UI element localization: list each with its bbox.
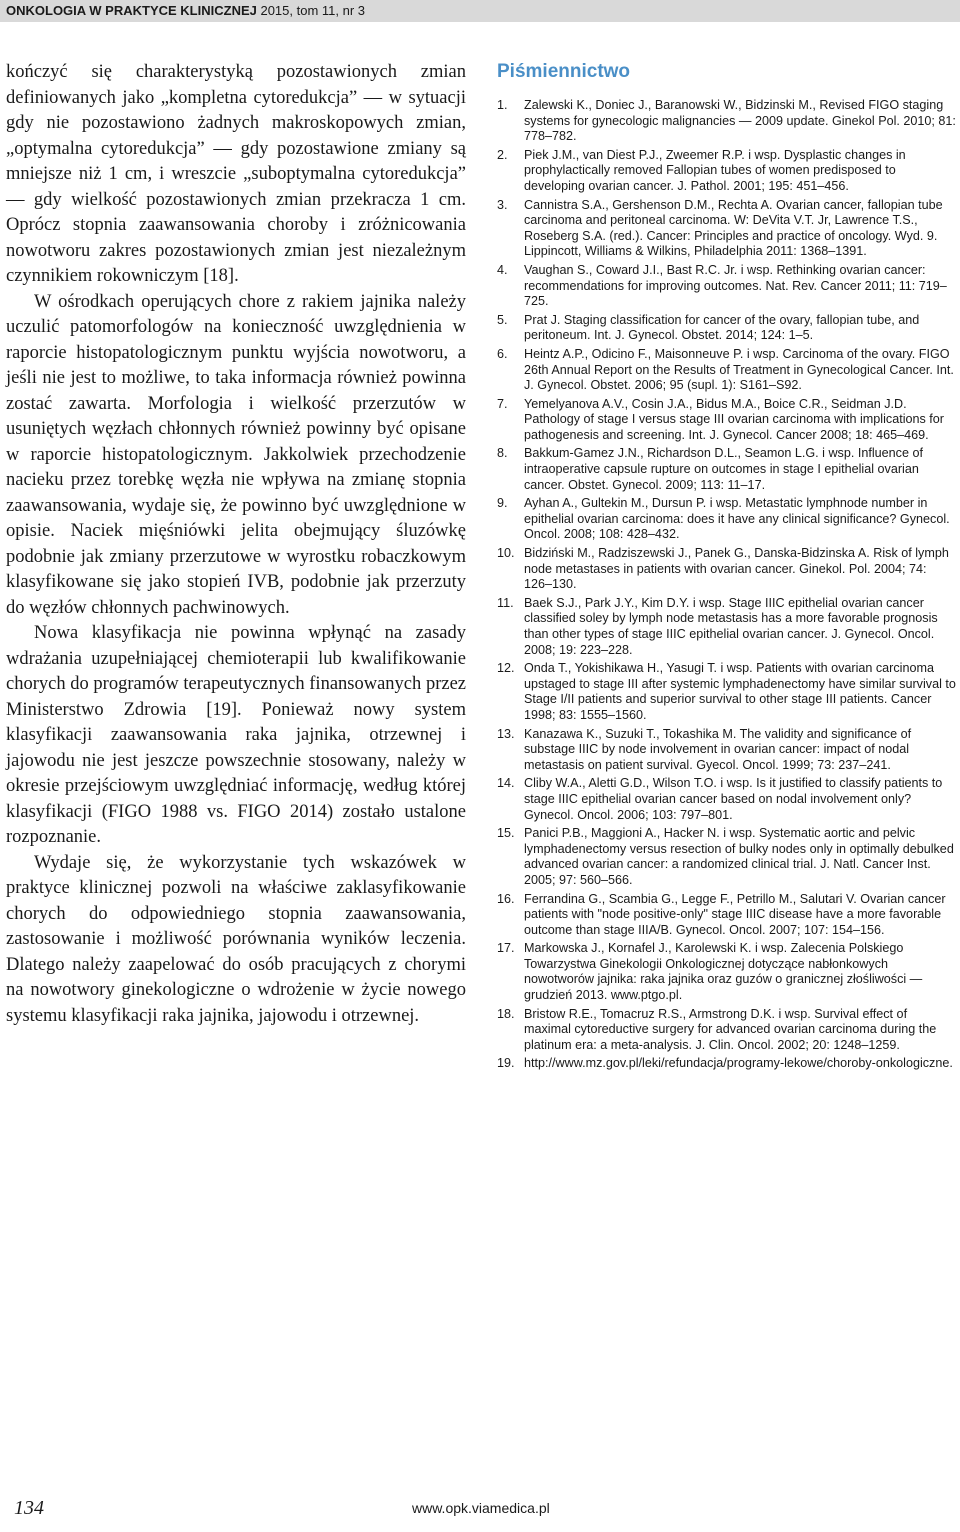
- reference-number: 1.: [497, 98, 508, 112]
- reference-item: [497, 826, 957, 888]
- references-heading: Piśmiennictwo: [497, 61, 631, 82]
- reference-number: 6.: [497, 346, 508, 361]
- reference-item: [497, 263, 957, 310]
- running-header: [0, 0, 960, 22]
- body-paragraph: Nowa klasyfikacja nie powinna wpłynąć na zasady wdrażania uzupełniającej chemioterapii lub kwalifikowanie chorych do programów terapeutycznych finansowanych przez Ministerstwo Zdrowia [19]. Ponieważ nowy system klasyfikacji zaawansowania raka jajnika, otrzewnej i jajowodu nie jest jeszcze powszechnie stosowany, należy w okresie przejściowym uwzględniać informację, według której klasyfikacji (FIGO 1988 vs. FIGO 2014) zostało ustalone rozpoznanie.: [6, 623, 466, 847]
- reference-item: [497, 1007, 957, 1054]
- header-text: [6, 3, 365, 18]
- reference-text: Cannistra S.A., Gershenson D.M., Rechta A. Ovarian cancer, fallopian tube carcinoma and peritoneal carcinoma. W: DeVita V.T. Jr, Lawrence T.S., Roseberg S.A. (red.). Cancer: Principles and practice of oncology. Wyd. 9. Lippincott, Williams & Wilkins, Philadelphia 2011: 1368–1391.: [524, 197, 943, 259]
- reference-item: [497, 446, 957, 493]
- reference-item: [497, 1056, 957, 1072]
- page-number: 134: [14, 1497, 44, 1519]
- references-list: [497, 98, 957, 1072]
- reference-number: 19.: [497, 1056, 515, 1071]
- reference-text: http://www.mz.gov.pl/leki/refundacja/programy-lekowe/choroby-onkologiczne.: [524, 1056, 953, 1071]
- reference-number: 7.: [497, 396, 508, 411]
- reference-item: [497, 397, 957, 444]
- reference-text: Piek J.M., van Diest P.J., Zweemer R.P. i wsp. Dysplastic changes in prophylactically removed Fallopian tubes of women predisposed to developing ovarian cancer. J. Pathol. 2001; 195: 451–456.: [524, 147, 906, 193]
- reference-item: [497, 98, 957, 145]
- journal-name: ONKOLOGIA W PRAKTYCE KLINICZNEJ: [6, 3, 257, 18]
- reference-number: 14.: [497, 776, 515, 791]
- reference-item: [497, 776, 957, 823]
- journal-url[interactable]: www.opk.viamedica.pl: [412, 1500, 550, 1516]
- reference-item: [497, 496, 957, 543]
- reference-text: Markowska J., Kornafel J., Karolewski K. i wsp. Zalecenia Polskiego Towarzystwa Ginekologii Onkologicznej dotyczące nabłonkowych nowotworów jajnika: raka jajnika oraz guzów o granicznej złośliwości — grudzień 2013. www.ptgo.pl.: [524, 941, 923, 1003]
- reference-number: 8.: [497, 446, 508, 461]
- references-column: [497, 60, 957, 1075]
- reference-item: [497, 198, 957, 260]
- reference-item: [497, 892, 957, 939]
- body-paragraph: W ośrodkach operujących chore z rakiem jajnika należy uczulić patomorfologów na konieczność uwzględnienia w raporcie histopatologicznym punktu wyjścia nowotworu, a jeśli nie jest to możliwe, to taka informacja również powinna zostać zawarta. Morfologia i wielkość przerzutów w usuniętych węzłach chłonnych również powinny być opisane w raporcie histopatologicznym. Jakkolwiek przechodzenie nacieku przez torebkę węzła nie wpływa na zmianę stopnia zaawansowania, wydaje się, że powinno być uwzględnione w opisie. Naciek mięśniówki jelita obejmujący śluzówkę podobnie jak zmiany przerzutowe w wyrostku robaczkowym klasyfikowane się jako stopień IVB, podobnie jak przerzuty do węzłów chłonnych pachwinowych.: [6, 291, 466, 618]
- reference-text: Bristow R.E., Tomacruz R.S., Armstrong D.K. i wsp. Survival effect of maximal cytoreductive surgery for advanced ovarian carcinoma during the platinum era: a meta-analysis. J. Clin. Oncol. 2002; 20: 1248–1259.: [524, 1006, 937, 1052]
- reference-text: Onda T., Yokishikawa H., Yasugi T. i wsp. Patients with ovarian carcinoma upstaged to stage III after systemic lymphadenectomy have similar survival to Stage I/II patients and superior survival to other stage III patients. Cancer 1998; 83: 1555–1560.: [524, 661, 956, 722]
- reference-text: Bidziński M., Radziszewski J., Panek G., Danska-Bidzinska A. Risk of lymph node metastases in patients with ovarian cancer. Ginekol. Pol. 2004; 74: 126–130.: [524, 546, 949, 592]
- body-text-column: [6, 60, 466, 1029]
- reference-number: 18.: [497, 1006, 515, 1021]
- reference-number: 11.: [497, 595, 514, 610]
- reference-text: Panici P.B., Maggioni A., Hacker N. i wsp. Systematic aortic and pelvic lymphadenectomy versus resection of bulky nodes only in optimally debulked advanced ovarian cancer: a randomized clinical trial. J. Natl. Cancer Inst. 2005; 97: 560–566.: [524, 826, 954, 887]
- reference-item: [497, 313, 957, 344]
- reference-number: 13.: [497, 726, 515, 741]
- reference-item: [497, 546, 957, 593]
- reference-number: 3.: [497, 197, 508, 212]
- reference-text: Prat J. Staging classification for cancer of the ovary, fallopian tube, and peritoneum. Int. J. Gynecol. Obstet. 2014; 124: 1–5.: [524, 312, 920, 343]
- reference-number: 10.: [497, 546, 515, 561]
- reference-text: Ayhan A., Gultekin M., Dursun P. i wsp. Metastatic lymphnode number in epithelial ovarian carcinoma: does it have any clinical significance? Gynecol. Oncol. 2008; 108: 428–432.: [524, 496, 950, 542]
- reference-item: [497, 727, 957, 774]
- reference-text: Cliby W.A., Aletti G.D., Wilson T.O. i wsp. Is it justified to classify patients to stage IIIC epithelial ovarian cancer based on nodal involvement only? Gynecol. Oncol. 2006; 103: 797–801.: [524, 776, 943, 822]
- reference-number: 5.: [497, 312, 508, 327]
- reference-item: [497, 148, 957, 195]
- reference-text: Heintz A.P., Odicino F., Maisonneuve P. i wsp. Carcinoma of the ovary. FIGO 26th Annual Report on the Results of Treatment in Gynecological Cancer. Int. J. Gynecol. Obstet. 2006; 95 (supl. 1): S161–S92.: [524, 346, 954, 393]
- body-paragraph: kończyć się charakterystyką pozostawionych zmian definiowanych jako „kompletna cytoredukcja” — w sytuacji gdy nie pozostawiono żadnych makroskopowych zmian, „optymalna cytoredukcja” — gdy pozostawione zmiany są mniejsze niż 1 cm, i wreszcie „suboptymalna cytoredukcja” — gdy wielkość pozostawionych zmian przekracza 1 cm. Oprócz stopnia zaawansowania choroby i zróżnicowania nowotworu zakres pozostawionych zmian jest niezależnym czynnikiem rokowniczym [18].: [6, 62, 466, 286]
- reference-text: Yemelyanova A.V., Cosin J.A., Bidus M.A., Boice C.R., Seidman J.D. Pathology of stage I versus stage III ovarian carcinoma with implications for pathogenesis and screening. Int. J. Gynecol. Cancer 2008; 18: 465–469.: [524, 396, 944, 442]
- reference-item: [497, 941, 957, 1003]
- reference-text: Ferrandina G., Scambia G., Legge F., Petrillo M., Salutari V. Ovarian cancer patients with "node positive-only" stage IIIC disease have a more favorable outcome than stage IIIA/B. Gynecol. Oncol. 2007; 107: 154–156.: [524, 891, 946, 937]
- reference-number: 15.: [497, 826, 515, 841]
- reference-number: 12.: [497, 661, 515, 676]
- journal-issue: 2015, tom 11, nr 3: [256, 3, 366, 18]
- reference-number: 4.: [497, 262, 508, 277]
- reference-number: 9.: [497, 496, 508, 511]
- reference-number: 2.: [497, 147, 508, 162]
- reference-text: Zalewski K., Doniec J., Baranowski W., Bidzinski M., Revised FIGO staging systems for gynecologic malignancies — 2009 update. Ginekol Pol. 2010; 81: 778–782.: [524, 98, 956, 144]
- reference-item: [497, 596, 957, 658]
- reference-number: 17.: [497, 941, 515, 956]
- reference-text: Vaughan S., Coward J.I., Bast R.C. Jr. i wsp. Rethinking ovarian cancer: recommendations for improving outcomes. Nat. Rev. Cancer 2011; 11: 719–725.: [524, 262, 947, 309]
- reference-text: Kanazawa K., Suzuki T., Tokashika M. The validity and significance of substage IIIC by node involvement in ovarian cancer: impact of nodal metastasis on patient survival. Gyecol. Oncol. 1999; 73: 237–241.: [524, 726, 912, 772]
- reference-item: [497, 347, 957, 394]
- body-paragraph: Wydaje się, że wykorzystanie tych wskazówek w praktyce klinicznej pozwoli na właściwe zaklasyfikowanie chorych do odpowiedniego stopnia zaawansowania, zastosowanie i możliwość porównania wyników leczenia. Dlatego należy zaapelować do osób pracujących z chorymi na nowotwory ginekologiczne o wdrożenie w życie nowego systemu klasyfikacji raka jajnika, jajowodu i otrzewnej.: [6, 852, 466, 1026]
- reference-text: Baek S.J., Park J.Y., Kim D.Y. i wsp. Stage IIIC epithelial ovarian cancer classified soley by lymph node metastasis has a more favorable prognosis than other types of stage IIIC epithelial ovarian cancer. J. Gynecol. Oncol. 2008; 19: 223–228.: [524, 595, 938, 657]
- reference-item: [497, 661, 957, 723]
- reference-number: 16.: [497, 891, 515, 906]
- reference-text: Bakkum-Gamez J.N., Richardson D.L., Seamon L.G. i wsp. Influence of intraoperative capsule rupture on outcomes in stage I epithelial ovarian cancer. Obstet. Gynecol. 2009; 113: 11–17.: [524, 446, 923, 492]
